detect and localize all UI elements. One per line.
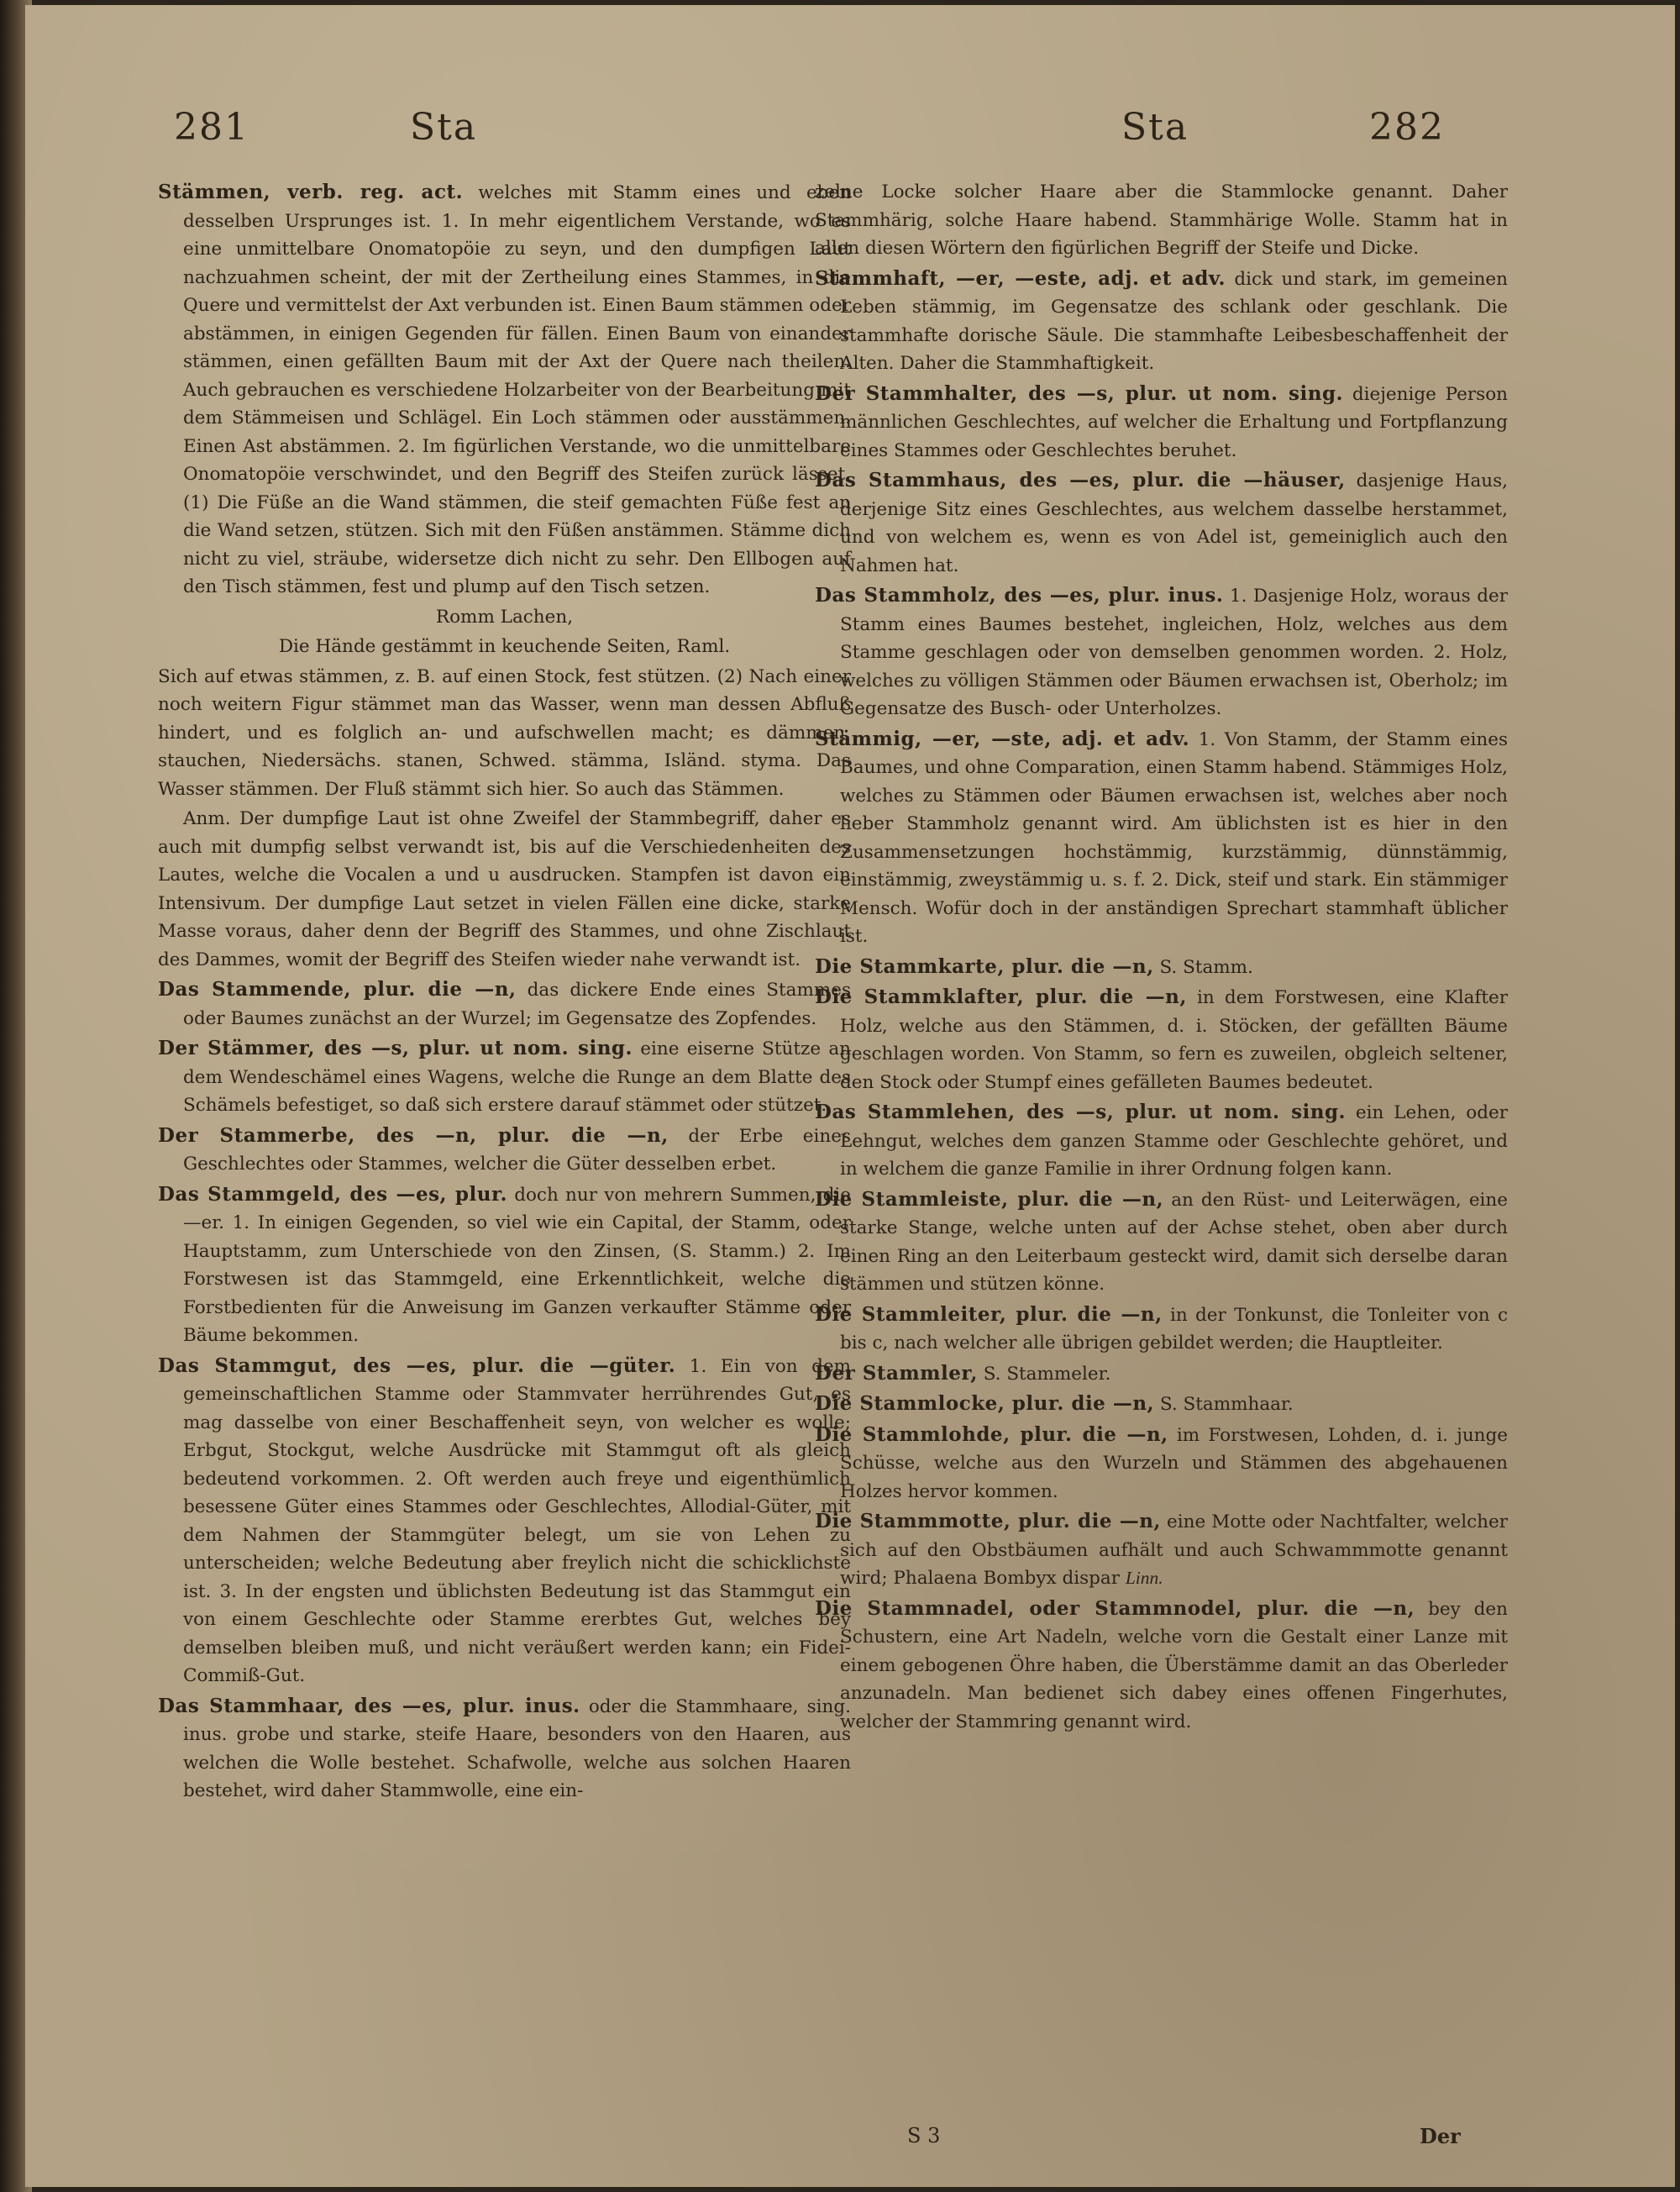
entry-text: doch nur von mehrern Summen, die —er. 1. In einigen Gegenden, so viel wie ein Capital, der Stamm, oder Hauptstamm, zum Unterschiede von den Zinsen, (S. Stamm.) 2. Im Forstwesen ist das Stammgeld, eine Erkenntlichkeit, welche die Forstbedienten für die Anweisung im Ganzen verkaufter Stämme oder Bäume bekommen. xyxy=(183,1184,851,1346)
entry-text: oder die Stammhaare, sing. inus. grobe und starke, steife Haare, besonders von den Haaren, aus welchen die Wolle bestehet. Schafwolle, welche aus solchen Haaren bestehet, wird daher Stammwolle, eine ein- xyxy=(183,1695,851,1801)
verse-quotation xyxy=(158,603,851,632)
entry-headword: Das Stammholz, des —es, plur. inus. xyxy=(815,584,1224,607)
entry-headword: Das Stammgeld, des —es, plur. xyxy=(158,1182,507,1206)
entry-headword: Das Stammende, plur. die —n, xyxy=(158,978,517,1001)
entry-text: an den Rüst- und Leiterwägen, eine starke Stange, welche unten auf der Achse stehet, oben aber durch einen Ring an den Leiterbaum gesteckt wird, damit sich derselbe daran stämmen und stützen könne. xyxy=(840,1189,1508,1295)
dictionary-entry xyxy=(158,1122,851,1179)
dictionary-entry xyxy=(815,466,1508,580)
entry-text: 1. Von Stamm, der Stamm eines Baumes, und ohne Comparation, einen Stamm habend. Stämmiges Holz, welches zu Stämmen oder Bäumen erwachsen ist, welches aber noch lieber Stammholz genannt wird. Am üblichsten ist es hier in den Zusammensetzungen hochstämmig, kurzstämmig, dünnstämmig, einstämmig, zweystämmig u. s. f. 2. Dick, steif und stark. Ein stämmiger Mensch. Wofür doch in der anständigen Sprechart stammhaft üblicher ist. xyxy=(840,728,1508,947)
entry-headword: Stämmig, —er, —ste, adj. et adv. xyxy=(815,727,1190,750)
dictionary-entry xyxy=(158,975,851,1033)
dictionary-entry xyxy=(158,178,851,602)
dictionary-entry xyxy=(815,1507,1508,1593)
right-column xyxy=(815,178,1508,1737)
catchword: Der xyxy=(1420,2124,1461,2148)
entry-text: dasjenige Haus, derjenige Sitz eines Geschlechtes, aus welchem dasselbe herstammet, und von welchem es, wenn es von Adel ist, gemeiniglich auch den Nahmen hat. xyxy=(840,470,1508,576)
entry-text: in dem Forstwesen, eine Klafter Holz, welche aus den Stämmen, d. i. Stöcken, der gefällten Bäume geschlagen worden. Von Stamm, so fern es zuweilen, obgleich seltener, den Stock oder Stumpf eines gefälleten Baumes bedeutet. xyxy=(840,987,1508,1093)
entry-text: S. Stammhaar. xyxy=(1159,1394,1294,1415)
dictionary-entry xyxy=(815,1390,1508,1419)
dictionary-entry xyxy=(815,1421,1508,1506)
entry-text: bey den Schustern, eine Art Nadeln, welche vorn die Gestalt einer Lanze mit einem gebogenen Öhre haben, die Überstämme damit an das Oberleder anzunadeln. Man bedienet sich dabey eines offenen Fingerhutes, welcher der Stammring genannt wird. xyxy=(840,1598,1508,1732)
entry-text: eine Motte oder Nachtfalter, welcher sich auf den Obstbäumen aufhält und auch Schwammmotte genannt wird; Phalaena Bombyx dispar xyxy=(840,1511,1508,1589)
dictionary-entry xyxy=(815,380,1508,465)
entry-text: welches mit Stamm eines und eben desselben Ursprunges ist. 1. In mehr eigentlichem Verstande, wo es eine unmittelbare Onomatopöie zu seyn, und den dumpfigen Laut nachzuahmen scheint, der mit der Zertheilung eines Stammes, in die Quere und vermittelst der Axt verbunden ist. Einen Baum stämmen oder abstämmen, in einigen Gegenden für fällen. Einen Baum von einander stämmen, einen gefällten Baum mit der Axt der Quere nach theilen. Auch gebrauchen es verschiedene Holzarbeiter von der Bearbeitung mit dem Stämmeisen und Schlägel. Ein Loch stämmen oder ausstämmen. Einen Ast abstämmen. 2. Im figürlichen Verstande, wo die unmittelbare Onomatopöie verschwindet, und den Begriff des Steifen zurück lässet. (1) Die Füße an die Wand stämmen, die steif gemachten Füße fest an die Wand setzen, stützen. Sich mit den Füßen anstämmen. Stämme dich nicht zu viel, sträube, widersetze dich nicht zu sehr. Den Ellbogen auf den Tisch stämmen, fest und plump auf den Tisch setzen. xyxy=(183,182,851,597)
entry-headword: Die Stammklafter, plur. die —n, xyxy=(815,986,1187,1008)
entry-text: in der Tonkunst, die Tonleiter von c bis c, nach welcher alle übrigen gebildet werden; die Hauptleiter. xyxy=(840,1304,1508,1354)
entry-text: 1. Dasjenige Holz, woraus der Stamm eines Baumes bestehet, ingleichen, Holz, welches aus dem Stamme geschlagen oder von demselben genommen worden. 2. Holz, welches zu völligen Stämmen oder Bäumen erwachsen ist, Oberholz; im Gegensatze des Busch- oder Unterholzes. xyxy=(840,586,1508,719)
dictionary-entry xyxy=(815,265,1508,378)
entry-text: zelne Locke solcher Haare aber die Stammlocke genannt. Daher Stammhärig, solche Haare habend. Stammhärige Wolle. Stamm hat in allen diesen Wörtern den figürlichen Begriff der Steife und Dicke. xyxy=(815,181,1508,259)
dictionary-entry xyxy=(815,725,1508,951)
entry-text: eine eiserne Stütze an dem Wendeschämel eines Wagens, welche die Runge an dem Blatte des Schämels befestiget, so daß sich erstere darauf stämmet oder stützet. xyxy=(183,1038,851,1116)
right-page-number: 282 xyxy=(1369,106,1445,149)
annotation-paragraph xyxy=(158,805,851,974)
dictionary-entry xyxy=(815,1301,1508,1358)
entry-text: ein Lehen, oder Lehngut, welches dem ganzen Stamme oder Geschlechte gehöret, und in welchem die ganze Familie in ihrer Ordnung folgen kann. xyxy=(840,1102,1508,1180)
book-page xyxy=(25,5,1675,2187)
entry-text: dick und stark, im gemeinen Leben stämmig, im Gegensatze des schlank oder geschlank. Die stammhafte dorische Säule. Die stammhafte Leibesbeschaffenheit der Alten. Daher die Stammhaftigkeit. xyxy=(840,268,1508,374)
entry-headword: Die Stammleiste, plur. die —n, xyxy=(815,1187,1164,1211)
dictionary-entry xyxy=(158,1034,851,1120)
continued-text xyxy=(158,663,851,804)
left-page-number: 281 xyxy=(174,106,249,149)
dictionary-entry xyxy=(815,581,1508,723)
signature-mark: S 3 xyxy=(907,2124,941,2147)
dictionary-entry xyxy=(815,1595,1508,1737)
entry-headword: Der Stammler, xyxy=(815,1361,978,1385)
dictionary-entry xyxy=(158,1180,851,1350)
dictionary-entry xyxy=(158,1352,851,1690)
entry-text: Die Hände gestämmt in keuchende Seiten, Raml. xyxy=(278,636,731,657)
entry-headword: Das Stammgut, des —es, plur. die —güter. xyxy=(158,1354,676,1377)
entry-text: Sich auf etwas stämmen, z. B. auf einen Stock, fest stützen. (2) Nach einer noch weitern Figur stämmet man das Wasser, wenn man dessen Abfluß hindert, und es folglich an- und aufschwellen macht; es dämmen, stauchen, Niedersächs. stanen, Schwed. stämma, Isländ. styma. Das Wasser stämmen. Der Fluß stämmt sich hier. So auch das Stämmen. xyxy=(158,665,851,800)
entry-headword: Das Stammhaar, des —es, plur. inus. xyxy=(158,1694,580,1717)
dictionary-entry xyxy=(815,953,1508,982)
latin-author: Linn. xyxy=(1125,1568,1163,1588)
entry-text: S. Stammeler. xyxy=(983,1363,1111,1385)
entry-headword: Der Stämmer, des —s, plur. ut nom. sing. xyxy=(158,1037,633,1059)
entry-text: S. Stamm. xyxy=(1159,956,1253,978)
dictionary-entry xyxy=(158,1692,851,1806)
entry-headword: Die Stammkarte, plur. die —n, xyxy=(815,954,1154,978)
entry-headword: Das Stammlehen, des —s, plur. ut nom. sing. xyxy=(815,1101,1347,1123)
entry-headword: Der Stammerbe, des —n, plur. die —n, xyxy=(158,1123,669,1147)
entry-headword: Das Stammhaus, des —es, plur. die —häuser, xyxy=(815,469,1346,491)
left-running-head: Sta xyxy=(410,106,478,149)
entry-headword: Stämmen, verb. reg. act. xyxy=(158,181,464,203)
entry-text: der Erbe eines Geschlechtes oder Stammes, welcher die Güter desselben erbet. xyxy=(183,1125,851,1175)
entry-headword: Stammhaft, —er, —este, adj. et adv. xyxy=(815,266,1226,290)
left-column xyxy=(158,178,851,1807)
dictionary-entry xyxy=(815,1185,1508,1299)
entry-headword: Die Stammleiter, plur. die —n, xyxy=(815,1302,1163,1326)
verse-quotation xyxy=(158,633,851,661)
entry-headword: Die Stammlocke, plur. die —n, xyxy=(815,1392,1155,1415)
entry-headword: Die Stammlohde, plur. die —n, xyxy=(815,1422,1168,1446)
entry-text: im Forstwesen, Lohden, d. i. junge Schüsse, welche aus den Wurzeln und Stämmen des abgehauenen Holzes hervor kommen. xyxy=(840,1424,1509,1502)
right-running-head: Sta xyxy=(1121,106,1189,149)
entry-text: Anm. Der dumpfige Laut ist ohne Zweifel der Stammbegriff, daher es auch mit dumpfig selbst verwandt ist, bis auf die Verschiedenheiten des Lautes, welche die Vocalen a und u ausdrucken. Stampfen ist davon ein Intensivum. Der dumpfige Laut setzet in vielen Fällen eine dicke, starke Masse voraus, daher denn der Begriff des Stammes, und ohne Zischlaut des Dammes, womit der Begriff des Steifen wieder nahe verwandt ist. xyxy=(158,808,851,970)
entry-headword: Die Stammmotte, plur. die —n, xyxy=(815,1510,1161,1532)
entry-text: Romm Lachen, xyxy=(435,606,574,628)
dictionary-entry xyxy=(815,1098,1508,1184)
continued-text xyxy=(815,178,1508,263)
dictionary-entry xyxy=(815,1359,1508,1389)
entry-text: diejenige Person männlichen Geschlechtes, auf welcher die Erhaltung und Fortpflanzung eines Stammes oder Geschlechtes beruhet. xyxy=(840,383,1508,461)
entry-text: das dickere Ende eines Stammes oder Baumes zunächst an der Wurzel; im Gegensatze des Zopfendes. xyxy=(183,980,851,1029)
entry-text: 1. Ein von dem gemeinschaftlichen Stamme oder Stammvater herrührendes Gut, es mag dasselbe von einer Beschaffenheit seyn, von welcher es wolle; Erbgut, Stockgut, welche Ausdrücke mit Stammgut oft als gleich bedeutend vorkommen. 2. Oft werden auch freye und eigenthümlich besessene Güter eines Stammes oder Geschlechtes, Allodial-Güter, mit dem Nahmen der Stammgüter belegt, um sie von Lehen zu unterscheiden; welche Bedeutung aber freylich nicht die schicklichste ist. 3. In der engsten und üblichsten Bedeutung ist das Stammgut ein von einem Geschlechte oder Stamme ererbtes Gut, welches bey demselben bleiben muß, und nicht veräußert werden kann; ein Fidei-Commiß-Gut. xyxy=(183,1355,851,1686)
dictionary-entry xyxy=(815,983,1508,1096)
entry-headword: Der Stammhalter, des —s, plur. ut nom. sing. xyxy=(815,381,1344,405)
entry-headword: Die Stammnadel, oder Stammnodel, plur. die —n, xyxy=(815,1596,1415,1620)
